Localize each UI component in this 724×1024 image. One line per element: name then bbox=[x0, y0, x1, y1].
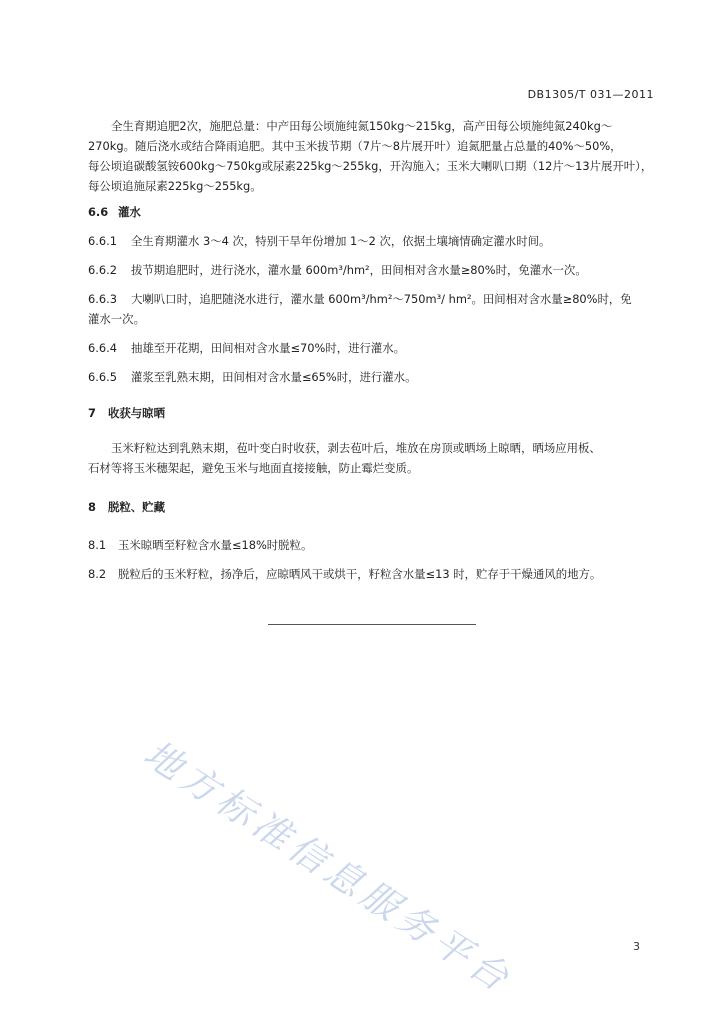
clause-number: 8.1 bbox=[88, 538, 107, 552]
clause-text: 全生育期灌水 3～4 次，特别干旱年份增加 1～2 次，依据土壤墒情确定灌水时间。 bbox=[131, 234, 551, 248]
paragraph-line: 270kg。随后浇水或结合降雨追肥。其中玉米拔节期（7片～8片展开叶）追氮肥量占总量的40%～50%， bbox=[88, 139, 622, 153]
section-number: 7 bbox=[88, 406, 96, 420]
section-number: 8 bbox=[88, 500, 96, 514]
clause-number: 6.6.2 bbox=[88, 263, 117, 277]
paragraph-line: 玉米籽粒达到乳熟末期，苞叶变白时收获，剥去苞叶后，堆放在房顶或晒场上晾晒，晒场应用板、 bbox=[111, 441, 601, 455]
paragraph-line: 石材等将玉米穗架起，避免玉米与地面直接接触，防止霉烂变质。 bbox=[88, 461, 419, 475]
clause-text-continued: 灌水一次。 bbox=[88, 312, 145, 326]
clause-6-6-3 bbox=[88, 289, 658, 329]
fertilization-paragraph bbox=[88, 116, 658, 196]
clause-number: 6.6.5 bbox=[88, 370, 117, 384]
clause-8-2 bbox=[88, 564, 658, 584]
clause-6-6-2 bbox=[88, 260, 658, 280]
paragraph-line: 每公顷追施尿素225kg～255kg。 bbox=[88, 179, 262, 193]
watermark: 地方标准信息服务平台 bbox=[136, 731, 521, 1003]
section-number: 6.6 bbox=[88, 205, 109, 219]
clause-number: 6.6.4 bbox=[88, 341, 117, 355]
section-title: 脱粒、贮藏 bbox=[108, 500, 165, 514]
clause-8-1 bbox=[88, 535, 658, 555]
clause-text: 灌浆至乳熟末期，田间相对含水量≤65%时，进行灌水。 bbox=[131, 370, 417, 384]
end-divider bbox=[268, 624, 476, 625]
clause-6-6-4 bbox=[88, 338, 658, 358]
section-title: 灌水 bbox=[118, 205, 141, 219]
clause-number: 6.6.3 bbox=[88, 292, 117, 306]
clause-text: 脱粒后的玉米籽粒，扬净后，应晾晒风干或烘干，籽粒含水量≤13 时，贮存于干燥通风的地方。 bbox=[118, 567, 602, 581]
clause-text: 抽雄至开花期，田间相对含水量≤70%时，进行灌水。 bbox=[131, 341, 406, 355]
paragraph-line: 每公顷追碳酸氢铵600kg～750kg或尿素225kg～255kg，开沟施入；玉米大喇叭口期（12片～13片展开叶）， bbox=[88, 159, 653, 173]
section-heading-8 bbox=[88, 497, 658, 517]
page-number: 3 bbox=[633, 940, 640, 953]
clause-6-6-5 bbox=[88, 367, 658, 387]
clause-text: 玉米晾晒至籽粒含水量≤18%时脱粒。 bbox=[118, 538, 313, 552]
clause-text: 拔节期追肥时，进行浇水，灌水量 600m³/hm²，田间相对含水量≥80%时，免灌水一次。 bbox=[131, 263, 587, 277]
section-title: 收获与晾晒 bbox=[108, 406, 165, 420]
paragraph-line: 全生育期追肥2次，施肥总量：中产田每公顷施纯氮150kg～215kg，高产田每公顷施纯氮240kg～ bbox=[111, 119, 613, 133]
harvest-paragraph bbox=[88, 438, 658, 478]
standard-code: DB1305/T 031—2011 bbox=[527, 88, 654, 101]
section-heading-7 bbox=[88, 403, 658, 423]
section-heading-6-6 bbox=[88, 202, 658, 222]
clause-number: 6.6.1 bbox=[88, 234, 117, 248]
clause-6-6-1 bbox=[88, 231, 658, 251]
clause-text: 大喇叭口时，追肥随浇水进行，灌水量 600m³/hm²～750m³/ hm²。田间相对含水量≥80%时，免 bbox=[131, 292, 632, 306]
clause-number: 8.2 bbox=[88, 567, 107, 581]
